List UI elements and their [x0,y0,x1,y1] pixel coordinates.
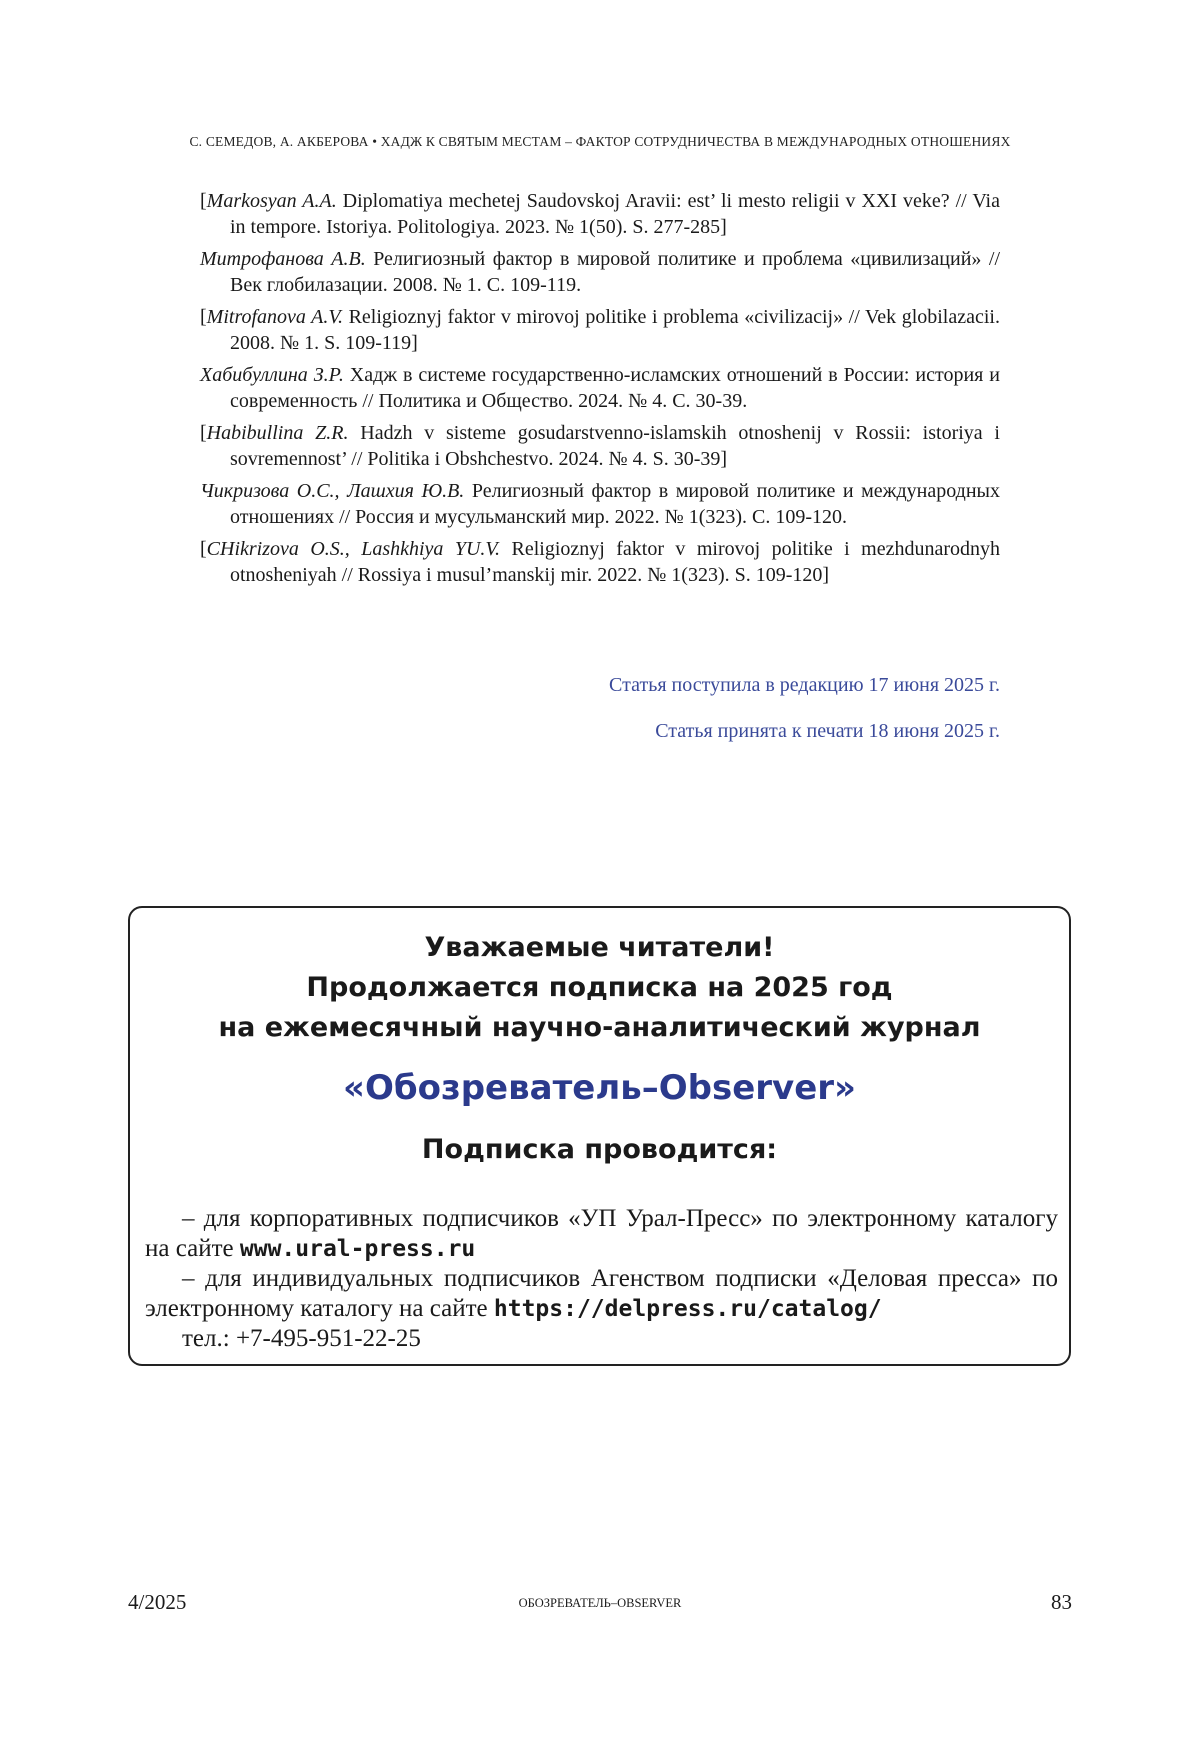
reference-author: Habibullina Z.R. [207,422,349,444]
subscription-announcement: Продолжается подписка на 2025 год [130,972,1069,1003]
page-number: 83 [1051,1590,1072,1615]
subscription-greeting: Уважаемые читатели! [130,932,1069,963]
phone-number: тел.: +7-495-951-22-25 [145,1324,1058,1354]
reference-item: Митрофанова А.В. Религиозный фактор в мировой политике и проблема «цивилизаций» // Век глобилазации. 2008. № 1. С. 109-119. [200,246,1000,298]
individual-subscription: – для индивидуальных подписчиков Агенством подписки «Деловая пресса» по электронному каталогу на сайте https://delpress.ru/catalog/ [145,1264,1058,1324]
issue-number: 4/2025 [128,1590,186,1615]
reference-item: Хабибуллина З.Р. Хадж в системе государственно-исламских отношений в России: история и современность // Политика и Общество. 2024. № 4. С. 30-39. [200,362,1000,414]
reference-author: Markosyan A.A. [207,190,337,212]
subscription-body [145,1204,1058,1354]
date-accepted: Статья принята к печати 18 июня 2025 г. [200,720,1000,743]
reference-list [200,188,1000,594]
date-received: Статья поступила в редакцию 17 июня 2025 г. [200,674,1000,697]
reference-item: Чикризова О.С., Лашхия Ю.В. Религиозный фактор в мировой политике и международных отношениях // Россия и мусульманский мир. 2022. № 1(323). С. 109-120. [200,478,1000,530]
reference-author: Хабибуллина З.Р. [200,364,344,386]
corporate-subscription: – для корпоративных подписчиков «УП Урал-Пресс» по электронному каталогу на сайте www.ural-press.ru [145,1204,1058,1264]
subscription-description: на ежемесячный научно-аналитический журнал [130,1012,1069,1043]
reference-item: [Mitrofanova A.V. Religioznyj faktor v mirovoj politike i problema «civilizacij» // Vek globilazacii. 2008. № 1. S. 109-119] [200,304,1000,356]
reference-item: [CHikrizova O.S., Lashkhiya YU.V. Religioznyj faktor v mirovoj politike i mezhdunarodnyh otnosheniyah // Rossiya i musul’manskij mir. 2022. № 1(323). S. 109-120] [200,536,1000,588]
subscription-heading: Подписка проводится: [130,1134,1069,1165]
footer-journal-name: ОБОЗРЕВАТЕЛЬ–OBSERVER [0,1596,1200,1611]
reference-author: CHikrizova O.S., Lashkhiya YU.V. [207,538,500,560]
reference-author: Митрофанова А.В. [200,248,366,270]
reference-item: [Habibullina Z.R. Hadzh v sisteme gosudarstvenno-islamskih otnoshenij v Rossii: istoriya i sovremennost’ // Politika i Obshchestvo. 2024. № 4. S. 30-39] [200,420,1000,472]
reference-author: Чикризова О.С., Лашхия Ю.В. [200,480,464,502]
reference-author: Mitrofanova A.V. [207,306,343,328]
journal-title: «Обозреватель–Observer» [130,1068,1069,1108]
reference-item: [Markosyan A.A. Diplomatiya mechetej Saudovskoj Aravii: est’ li mesto religii v XXI veke? // Via in tempore. Istoriya. Politologiya. 2023. № 1(50). S. 277-285] [200,188,1000,240]
ural-press-link[interactable]: www.ural-press.ru [240,1236,475,1262]
running-head: С. СЕМЕДОВ, А. АКБЕРОВА • ХАДЖ К СВЯТЫМ МЕСТАМ – ФАКТОР СОТРУДНИЧЕСТВА В МЕЖДУНАРОДНЫХ ОТНОШЕНИЯХ [0,134,1200,150]
subscription-box [128,906,1071,1366]
delpress-link[interactable]: https://delpress.ru/catalog/ [494,1296,882,1322]
